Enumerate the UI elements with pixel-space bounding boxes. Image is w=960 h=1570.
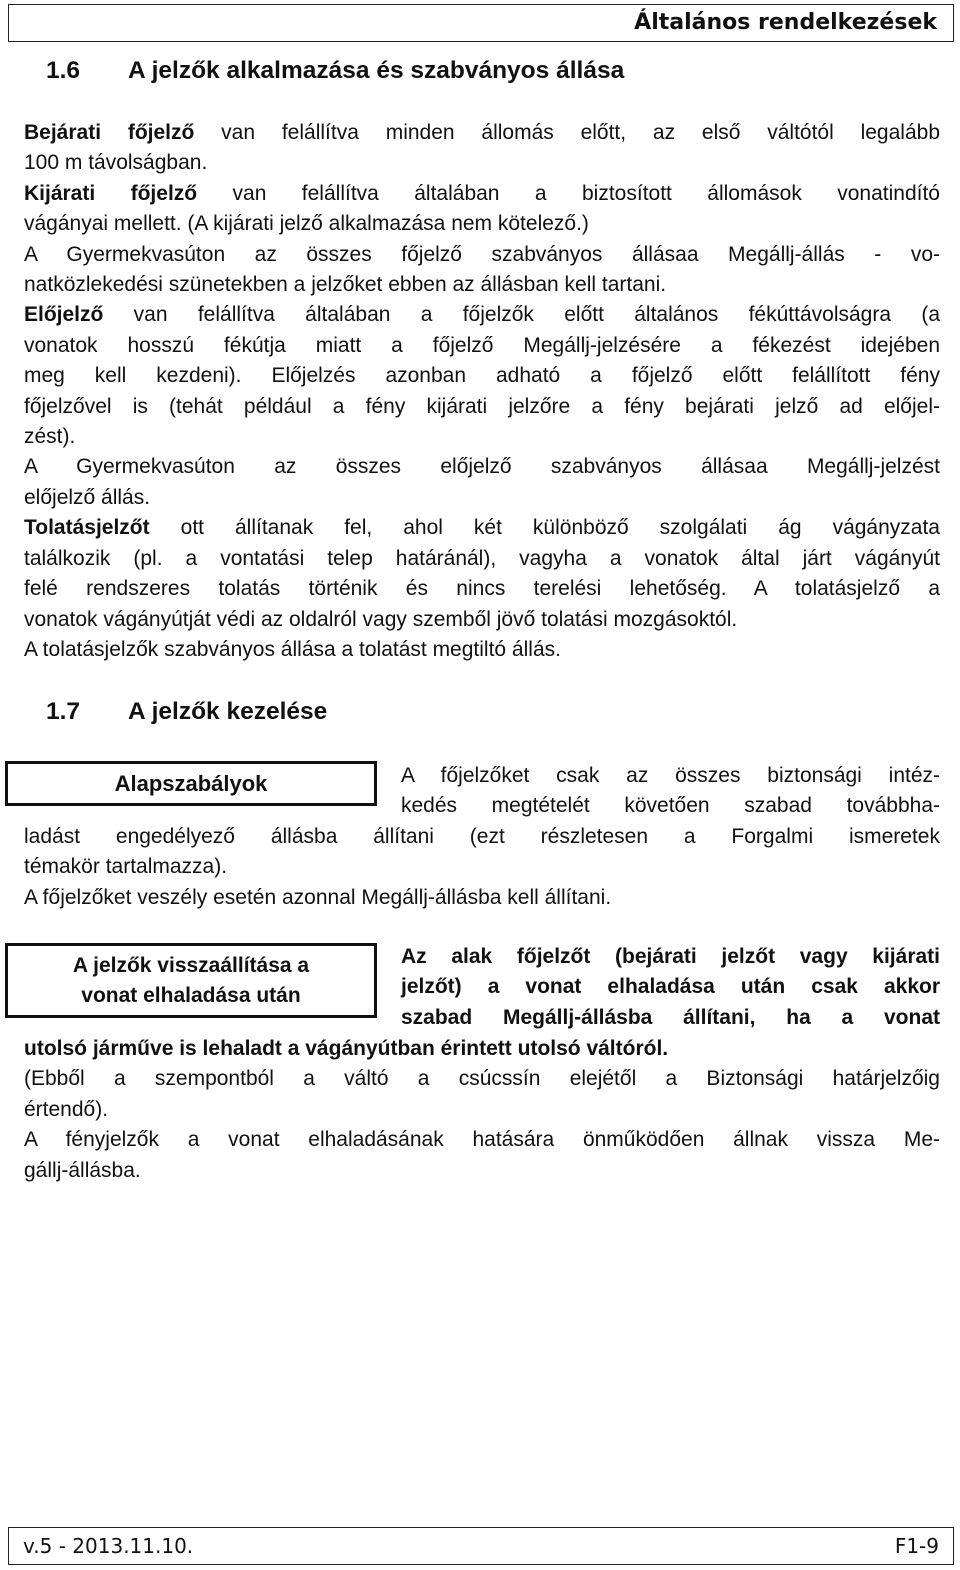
paragraph-line: témakör tartalmazza). — [24, 855, 228, 879]
paragraph-line: A főjelzőket veszély esetén azonnal Megállj-állásba kell állítani. — [24, 885, 612, 909]
paragraph-line: Az alak főjelzőt (bejárati jelzőt vagy kijárati — [401, 945, 940, 968]
paragraph-line: Bejárati főjelző van felállítva minden állomás előtt, az első váltótól legalább — [24, 121, 940, 144]
paragraph-line: főjelzővel is (tehát például a fény kijárati jelzőre a fény bejárati jelző ad előjel- — [24, 394, 940, 418]
paragraph-line: vágányai mellett. (A kijárati jelző alkalmazása nem kötelező.) — [24, 212, 589, 236]
paragraph-line: vonatok vágányútját védi az oldalról vagy szemből jövő tolatási mozgásoktól. — [24, 607, 738, 631]
paragraph-line: utolsó járműve is lehaladt a vágányútban érintett utolsó váltóról. — [24, 1037, 669, 1060]
paragraph-line: A főjelzőket csak az összes biztonsági intéz- — [401, 764, 940, 787]
section-title: A jelzők kezelése — [128, 698, 328, 725]
paragraph-line: Kijárati főjelző van felállítva általában a biztosított állomások vonatindító — [24, 181, 940, 205]
header-title: Általános rendelkezések — [634, 10, 937, 35]
paragraph-line: Tolatásjelzőt ott állítanak fel, ahol két különböző szolgálati ág vágányzata — [24, 516, 940, 540]
reset-text-wrapped — [401, 942, 940, 1033]
paragraph-line: zést). — [24, 425, 76, 449]
section-title: A jelzők alkalmazása és szabványos állása — [128, 57, 625, 84]
paragraph-line: A Gyermekvasúton az összes főjelző szabványos állásaa Megállj-állás - vo- — [24, 242, 940, 266]
rule-text-wrapped — [401, 761, 940, 822]
paragraph-line: értendő). — [24, 1097, 109, 1121]
paragraph-line: jelzőt) a vonat elhaladása után csak akkor — [401, 975, 940, 999]
paragraph-line: szabad Megállj-állásba állítani, ha a vonat — [401, 1005, 940, 1029]
page-footer — [8, 1527, 954, 1565]
paragraph-line: (Ebből a szempontból a váltó a csúcssín elejétől a Biztonsági határjelzőig — [24, 1067, 940, 1091]
footer-version: v.5 - 2013.11.10. — [23, 1534, 194, 1558]
section-heading-1-6 — [46, 57, 624, 85]
section-number: 1.6 — [46, 57, 81, 84]
page-header — [8, 4, 954, 42]
paragraph-line: Előjelző van felállítva általában a főjelzők előtt általános fékúttávolságra (a — [24, 303, 940, 327]
paragraph-line: előjelző állás. — [24, 485, 151, 509]
paragraph-line: gállj-állásba. — [24, 1158, 141, 1182]
paragraph-line: találkozik (pl. a vontatási telep határánál), vagyha a vonatok által járt vágányút — [24, 546, 940, 570]
section-1-6-body — [24, 118, 940, 665]
paragraph-line: A fényjelzők a vonat elhaladásának hatására önműködően állnak vissza Me- — [24, 1128, 940, 1152]
paragraph-line: natközlekedési szünetekben a jelzőket ebben az állásban kell tartani. — [24, 273, 667, 297]
paragraph-line: meg kell kezdeni). Előjelzés azonban adható a főjelző előtt felállított fény — [24, 364, 940, 388]
section-heading-1-7 — [46, 698, 327, 726]
reset-text-full — [24, 1034, 940, 1186]
paragraph-line: ladást engedélyező állásba állítani (ezt részletesen a Forgalmi ismeretek — [24, 825, 940, 848]
paragraph-line: felé rendszeres tolatás történik és nincs terelési lehetőség. A tolatásjelző a — [24, 577, 940, 601]
paragraph-line: vonatok hosszú fékútja miatt a főjelző Megállj-jelzésére a fékezést idejében — [24, 333, 940, 357]
paragraph-line: A tolatásjelzők szabványos állása a tolatást megtiltó állás. — [24, 637, 561, 661]
rule-box-alapszabalyok — [5, 761, 377, 806]
paragraph-line: 100 m távolságban. — [24, 151, 208, 175]
paragraph-line: kedés megtételét követően szabad továbbha- — [401, 794, 940, 818]
rule-box-label: Alapszabályok — [114, 770, 268, 796]
rule-box-label: A jelzők visszaállítása a vonat elhaladása után — [72, 953, 310, 1007]
rule-text-full — [24, 822, 940, 913]
paragraph-line: A Gyermekvasúton az összes előjelző szabványos állásaa Megállj-jelzést — [24, 455, 940, 479]
footer-page-number: F1-9 — [894, 1534, 939, 1558]
section-number: 1.7 — [46, 698, 81, 725]
rule-box-visszaallitas — [5, 943, 377, 1018]
